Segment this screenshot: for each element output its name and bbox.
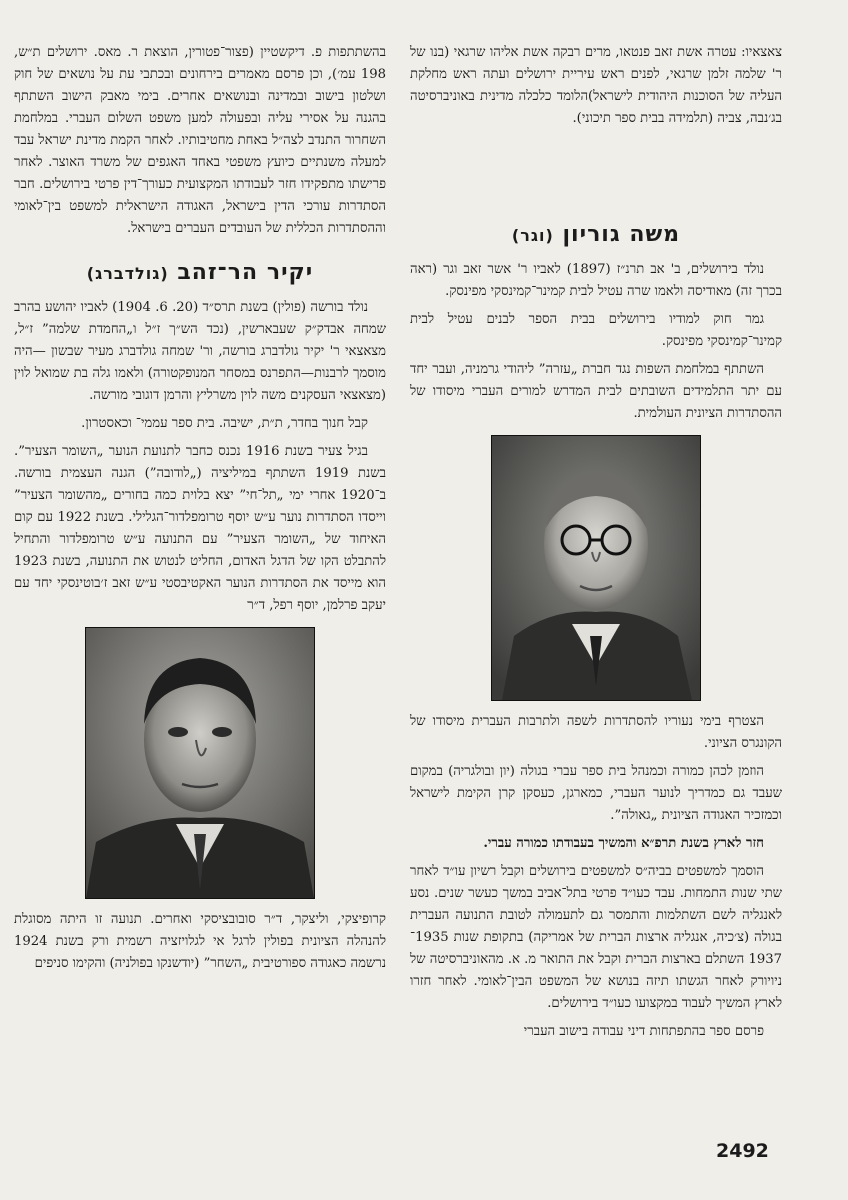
right-column bbox=[410, 42, 782, 1049]
paragraph-publication: פרסם ספר בהתפתחות דיני עבודה בישוב העברי bbox=[523, 1024, 764, 1039]
portrait-photo-yakir-har-zahav bbox=[85, 627, 315, 899]
left-column bbox=[14, 42, 386, 981]
paragraph-law-career: הוסמך למשפטים בביה״ס למשפטים בירושלים וקבל רשיון עו״ד לאחר שתי שנות התמחות. עבד כעו״ד פרטי בתל־אביב במשך כעשר שנים. נסע לאנגליה לשם השתלמות והתמסר גם לתעמולה לטובת התנועה העברית בגולה (צ׳כיה, אנגליה ארצות הברית של אמריקה) בתקופת שנות 1935־1937 השתלם בארצות הברית וקבל את התואר מ. א. מהאוניברסיטה של ניויורק לאחר הגשתו תיזה בנושא של המשפט הבין־לאומי. לאחר חזרו לארץ המשיך לעבוד במקצועו כעו״ד בירושלים. bbox=[410, 864, 782, 1011]
paragraph-return: חזר לארץ בשנת תרפ״א והמשיך בעבודתו כמורה עברי. bbox=[483, 836, 764, 851]
paragraph-continued-career: בהשתתפות פ. דיקשטיין (פצור־פטורין, הוצאת ר. מאס. ירושלים ת״ש, 198 עמ׳), וכן פרסם מאמרים בירחונים ובכתבי עת על נושאים של חוק ושלטון בישוב ובמדינה ובנושאים אחרים. בימי מאבק הישוב השתתף בהגנה על אסירי עליה ובפעולה למען משפט השלום העברי. במלחמת השחרור התנדב לצה״ל באחת מחטיבותיו. לאחר הקמת מדינת ישראל עבד למעלה משנתיים כיועץ משפטי באחד האגפים של משרד האוצר. לאחר פרישתו מתפקידו חזר לעבודתו המקצועית כעורך־דין פרטי בירושלים. חבר הסתדרות עורכי הדין בישראל, האגודה הישראלית למשפט בין־לאומי וההסתדרות הכללית של העובדים העברים בישראל. bbox=[14, 45, 386, 236]
portrait-photo-moshe-gurion bbox=[491, 435, 701, 701]
bio-heading-moshe-gurion bbox=[410, 222, 782, 247]
paragraph-education: קבל חנוך בחדר, ת״ת, ישיבה. בית ספר עממי־ וכאסטרון. bbox=[81, 416, 368, 431]
paragraph-youth-movement: בגיל צעיר בשנת 1916 נכנס כחבר לתנועת הנוער „השומר הצעיר”. בשנת 1919 השתתף במיליציה („לודובה”) הגנה העצמית בורשה. ב־1920 אחרי ימי „תל־חי” יצא בלוית כמה בחורים „מהשומר הצעיר” וייסדו הסתדרות נוער ע״ש יוסף טרומפלדור־הגלילי. בשנת 1922 עם קום האיחוד של „השומר הצעיר” עם התנועה ע״ש טרומפלדור והתחיל להתבלט הקו של הדגל האדום, החליט לנטוש את התנועה, בשנת 1923 הוא מייסד את הסתדרות הנוער האקטיבסטי ע״ש זאב ז׳בוטינסקי יחד עם יעקב פרלמן, יוסף רפל, ד״ר bbox=[14, 444, 386, 613]
paragraph-youth: הצטרף בימי נעוריו להסתדרות לשפה ולתרבות העברית מיסודו של הקונגרס הציוני. bbox=[410, 714, 782, 751]
paragraph-descendants: צאצאיו: עטרה אשת זאב פנטאו, מרים רבקה אשת אליהו שרגאי (בנו של ר' שלמה זלמן שרגאי, לפנים ראש עיריית ירושלים ועתה ראש מחלקת העליה של הסוכנות היהודית לישראל)הלומד כלכלה מדינית באוניברסיטה בג׳נבה, צביה (תלמידה בבית ספר תיכוני). bbox=[410, 45, 782, 126]
heading-name: יקיר הר־זהב bbox=[177, 260, 314, 285]
paragraph-birth: נולד בורשה (פולין) בשנת תרס״ד (20. 6. 1904) לאביו יהושע בהרב שמחה אבדק״ק שעבארשין, (נכד הש״ך ז״ל ו„החמדת שלמה” ז״ל, מצאצאי ר' יקיר גולדברג בורשה, ור' שמחה גולדברג מעיר שבשון —היה מוסמך לרבנות—התפרנס במסחר המנופקטורה) ולאמו גלה בת שמואל לוין (מצאצאי העסקנים משה לוין משרליץ והרמן דוגובי מורשה. bbox=[14, 300, 386, 403]
heading-name: משה גוריון bbox=[562, 222, 681, 247]
page-number: 2492 bbox=[716, 1140, 769, 1162]
paragraph-language-war: השתתף במלחמת השפות נגד חברת „עזרה” ליהודי גרמניה, ועבר יחד עם יתר התלמידים השובתים לבית המדרש למורים העברי מיסודו של ההסתדרות הציונית העולמית. bbox=[410, 362, 782, 421]
heading-alt-name: (וגר) bbox=[511, 226, 554, 245]
bio-heading-yakir-har-zahav bbox=[14, 260, 386, 285]
heading-alt-name: (גולדברג) bbox=[86, 264, 169, 283]
paragraph-education: גמר חוק למודיו בירושלים בבית הספר לבנים עטיל לבית קמינר־קמינסקי מפינסק. bbox=[410, 312, 782, 349]
paragraph-movement-continued: קרופיצקי, וליצקר, ד״ר סובובציסקי ואחרים. תנועה זו היתה מסוגלת להנהלה הציונית בפולין לרגל אי לגלויזציה רשמית ורק בשנת 1924 נרשמה כאגודה ספורטיבית „השחר” (יודשנקו בפולניה) והקימו סניפים bbox=[14, 912, 386, 971]
paragraph-diaspora-teaching: הוזמן לכהן כמורה וכמנהל בית ספר עברי בגולה (יון ובולגריה) במקום שעבד גם כמדריך לנוער העברי, כמארגן, כעסקן קרן הקימת לישראל וכמזכיר האגודה הציונית „גאולה”. bbox=[410, 764, 782, 823]
paragraph-birth: נולד בירושלים, ב' אב תרנ״ז (1897) לאביו ר' אשר זאב וגר (ראה בכרך זה) מאודיסה ולאמו שרה עטיל לבית קמינר־קמינסקי מפינסק. bbox=[410, 262, 782, 299]
